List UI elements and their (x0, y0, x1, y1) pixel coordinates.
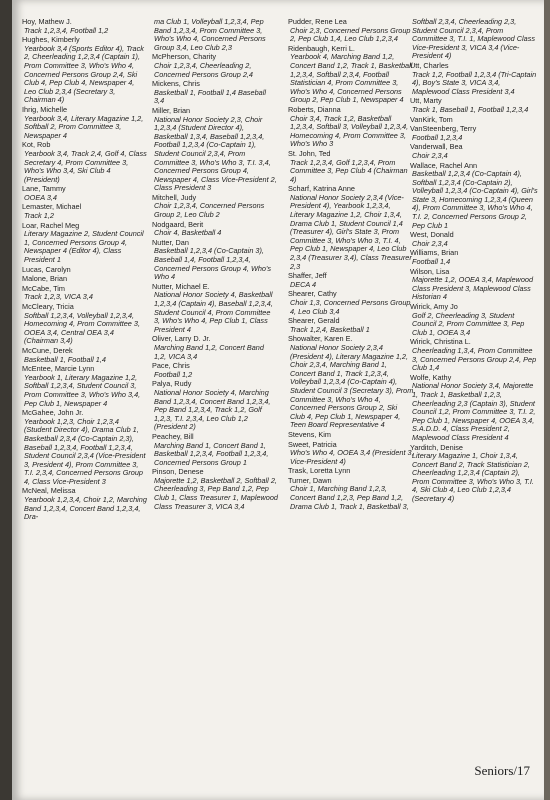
senior-name: McGahee, John Jr. (22, 408, 84, 418)
senior-name: Turner, Dawn (288, 475, 332, 485)
senior-activities: Football 1,2 (154, 369, 193, 379)
senior-name: Pudder, Rene Lea (288, 17, 347, 26)
senior-name: Lemaster, Michael (22, 202, 82, 212)
senior-activities: Choir 1,2,3,4, Concerned Persons Group 2, Leo Club 2 (154, 201, 265, 220)
senior-entry (410, 97, 538, 114)
senior-entry (22, 106, 148, 140)
senior-activities: Yearbook 3,4, Literary Magazine 1,2, Softball 2, Prom Committee 3, Newspaper 4 (24, 113, 144, 140)
senior-entry (22, 266, 148, 275)
senior-activities: National Honor Society 2,3,4 (Vice-President 4), Yearbook 1,2,3,4, Literary Magazine 1,2, Choir 1,3,4, Drama Club 1, Student Council 1,4 (Treasurer 4), Girl's State 3, Prom Committee 3, Who's Who 3, T.I. 4, Pep Club 1, Newspaper 4, Leo Club 2,3,4 (Treasurer 3,4), Class Treasurer 2,3 (290, 192, 412, 271)
senior-name: Hughes, Kimberly (22, 35, 80, 45)
column-3 (288, 18, 414, 512)
senior-entry (152, 433, 278, 467)
senior-activities: Yearbook 4, Marching Band 1,2, Concert Band 1,2, Track 1, Basketball 1,2,3,4, Softball 2,3,4, Football Statistician 4, Prom Committee 3, Who's Who 4, Concerned Persons Group 2, Pep Club 1, Newspaper 4 (290, 52, 413, 105)
senior-entry (288, 477, 414, 511)
senior-entry (410, 249, 538, 266)
senior-name: Hoy, Mathew J. (22, 17, 72, 26)
senior-activities: Track 1,2,3,4, Football 1,2 (24, 25, 109, 35)
senior-entry (288, 290, 414, 316)
senior-name: McNeal, Melissa (22, 486, 76, 496)
senior-activities: DECA 4 (290, 279, 317, 289)
senior-entry (22, 222, 148, 265)
senior-activities: National Honor Society 2,3,4 (President 4), Literary Magazine 1,2, Choir 2,3,4, Marching Band 1, Concert Band 1, Track 1,2,3,4, Volleyball 1,2,3,4 (Co-Captain 4), Student Council 3 (Secretary 3), Prom Committee 3, Who's Who 4, Concerned Persons Group 2, Ski Club 4, Pep Club 1, Newspaper 4, Teen Board Representative 4 (290, 342, 414, 430)
senior-entry (410, 162, 538, 231)
senior-entry (22, 36, 148, 105)
senior-entry (410, 18, 538, 61)
senior-activities: Basketball 1, Football 1,4 (24, 354, 106, 364)
senior-name: Nutter, Dan (152, 237, 189, 247)
senior-name: Loar, Rachel Meg (22, 220, 80, 230)
senior-name: Wirick, Amy Jo (410, 302, 458, 311)
senior-entry (152, 221, 278, 238)
senior-activities: Golf 2, Cheerleading 3, Student Council 2, Prom Committee 3, Pep Club 1, OOEA 3,4 (412, 310, 525, 337)
senior-activities: Yearbook 3,4 (Sports Editor 4), Track 2, Cheerleading 1,2,3,4 (Captain 1), Prom Committee 3, Who's Who 4, Concerned Persons Group 2,4, Ski Club 4, Pep Club 4, Newspaper 4, Leo Club 2,3,4 (Secretary 3, Chairman 4) (24, 43, 144, 105)
senior-entry (152, 80, 278, 106)
senior-activities: Track 1,2,3,4, Golf 1,2,3,4, Prom Committee 3, Pep Club 4 (Chairman 4) (290, 157, 408, 184)
senior-name: Yarditch, Denise (410, 442, 463, 452)
senior-name: West, Donald (410, 230, 454, 240)
senior-name: Pinson, Denese (152, 467, 204, 477)
senior-activities: Majorette 1,2, Basketball 2, Softball 2, Cheerleading 3, Pep Band 1,2, Pep Club 1, Class Treasurer 1, Maplewood Class Treasurer 3, VICA 3,4 (154, 475, 278, 511)
senior-activities: Cheerleading 1,3,4, Prom Committee 3, Concerned Persons Group 2,4, Pep Club 1,4 (412, 345, 537, 373)
senior-entry (152, 194, 278, 220)
senior-name: Nutter, Michael E. (152, 281, 210, 291)
senior-entry (410, 338, 538, 372)
senior-name: Scharf, Katrina Anne (288, 184, 355, 194)
binding-edge (0, 0, 12, 800)
senior-name: McCune, Derek (22, 345, 73, 355)
senior-name: Wallace, Rachel Ann (410, 160, 478, 170)
senior-name: Showalter, Karen E. (288, 334, 353, 344)
senior-entry (410, 231, 538, 248)
page-footer: Seniors/17 (474, 763, 530, 778)
senior-entry (288, 45, 414, 105)
senior-activities: Yearbook 1,2,3,4, Choir 1,2, Marching Band 1,2,3,4, Concert Band 1,2,3,4, Dra- (24, 495, 147, 522)
senior-entry (22, 487, 148, 521)
senior-activities: Basketball 1, Football 1,4 Baseball 3,4 (154, 87, 266, 106)
senior-name: Ihrig, Michelle (22, 104, 68, 114)
senior-name: Utt, Charles (410, 60, 449, 70)
senior-name: Mickens, Chris (152, 79, 200, 89)
senior-activities: Choir 1,3, Concerned Persons Group 4, Leo Club 3,4 (290, 298, 411, 316)
senior-activities: Football 1,2,3,4 (412, 132, 463, 142)
senior-entry (22, 347, 148, 364)
senior-entry (288, 150, 414, 184)
senior-activities: Yearbook 3,4, Track 2,4, Golf 4, Class Secretary 4, Prom Committee 3, Who's Who 3,4, Ski Club 4 (President) (24, 148, 147, 184)
senior-name: Shearer, Cathy (288, 289, 337, 299)
senior-entry (288, 441, 414, 467)
senior-name: Shaffer, Jeff (288, 271, 327, 281)
senior-entry (152, 18, 278, 52)
column-1 (22, 18, 148, 523)
senior-entry (152, 283, 278, 335)
senior-activities: Softball 2,3,4, Cheerleading 2,3, Student Council 2,3,4, Prom Committee 3, T.I. 1, Maplewood Class Vice-President 3, VICA 3,4 (Vice-President 4) (412, 17, 536, 61)
senior-entry (22, 285, 148, 302)
senior-name: Lucas, Carolyn (22, 264, 71, 274)
column-4 (410, 18, 538, 505)
senior-activities: Marching Band 1, Concert Band 1, Basketball 1,2,3,4, Football 1,2,3,4, Concerned Persons Group 1 (154, 440, 269, 467)
senior-entry (22, 203, 148, 220)
senior-entry (22, 141, 148, 184)
page-edge-right (544, 0, 550, 800)
senior-name: St. John, Ted (288, 148, 331, 158)
senior-activities: ma Club 1, Volleyball 1,2,3,4, Pep Band 1,2,3,4, Prom Committee 3, Who's Who 4, Concerned Persons Group 3,4, Leo Club 2,3 (154, 17, 266, 52)
senior-activities: OOEA 3,4 (24, 192, 57, 202)
senior-entry (22, 409, 148, 486)
senior-name: Oliver, Larry D. Jr. (152, 334, 211, 344)
senior-activities: Track 1,2, Football 1,2,3,4 (Tri-Captain 4), Boy's State 3, VICA 3,4, Maplewood Class President 3,4 (412, 69, 537, 96)
senior-activities: Softball 1,2,3,4, Volleyball 1,2,3,4, Homecoming 4, Prom Committee 3, OOEA 3,4, Central OEA 3,4 (Chairman 3,4) (24, 310, 140, 346)
senior-activities: Yearbook 1,2,3, Choir 1,2,3,4 (Student Director 4), Drama Club 1, Basketball 2,3,4 (Co-Captain 2,3), Baseball 1,2,3,4, Football 1,2,3,4, Student Council 2,3,4 (Vice-President 3, President 4), Prom Committee 3, T.I. 2,3,4, Concerned Persons Group 4, Class Vice-President 3 (24, 416, 146, 486)
senior-entry (288, 431, 414, 440)
senior-activities: Literary Magazine 1, Choir 1,3,4, Concert Band 2, Track Statistician 2, Cheerleading 1,2,3,4 (Captain 2), Prom Committee 3, Who's Who 3, T.I. 4, Ski Club 4, Leo Club 1,2,3,4 (Secretary 4) (412, 451, 534, 504)
senior-name: McCabe, Tim (22, 283, 65, 293)
senior-entry (22, 365, 148, 408)
senior-name: VanKirk, Tom (410, 114, 453, 124)
senior-entry (22, 18, 148, 35)
page (12, 0, 544, 800)
senior-name: Trask, Loretta Lynn (288, 466, 351, 476)
senior-name: Sweet, Patricia (288, 439, 337, 449)
senior-name: Roberts, Dianna (288, 104, 341, 114)
senior-entry (152, 468, 278, 511)
senior-activities: Football 1,4 (412, 257, 451, 267)
senior-name: Wolfe, Kathy (410, 372, 452, 382)
senior-activities: Track 1, Baseball 1, Football 1,2,3,4 (412, 104, 529, 114)
senior-name: Kot, Rob (22, 140, 51, 150)
senior-name: Malone, Brian (22, 274, 68, 284)
column-2 (152, 18, 278, 512)
senior-activities: Choir 2,3,4 (412, 150, 448, 160)
senior-name: McCleary, Tricia (22, 302, 74, 311)
senior-entry (152, 107, 278, 193)
senior-entry (288, 106, 414, 149)
senior-entry (410, 143, 538, 160)
senior-activities: Yearbook 1, Literary Magazine 1,2, Softball 1,2,3,4, Student Council 3, Prom Committee 3, Who's Who 3,4, Pep Club 1, Newspaper 4 (24, 372, 141, 408)
senior-activities: Choir 3,4, Track 1,2, Basketball 1,2,3,4, Softball 3, Volleyball 1,2,3,4, Homecoming 4, Prom Committee 3, Who's Who 3 (290, 113, 409, 149)
senior-activities: Majorette 1,2, OOEA 3,4, Maplewood Class President 3, Maplewood Class Historian 4 (412, 275, 534, 302)
senior-entry (410, 62, 538, 96)
senior-entry (22, 185, 148, 202)
senior-activities: Choir 2,3,4 (412, 238, 448, 248)
senior-name: Wirick, Christina L. (410, 337, 471, 347)
senior-entry (410, 374, 538, 443)
senior-name: Ridenbaugh, Kerri L. (288, 43, 355, 53)
senior-name: McPherson, Charity (152, 52, 217, 62)
senior-activities: Choir 1, Marching Band 1,2,3, Concert Band 1,2,3, Pep Band 1,2, Drama Club 1, Track 1, Basketball 3, (290, 484, 409, 511)
senior-activities: Basketball 1,2,3,4 (Co-Captain 3), Baseball 1,4, Football 1,2,3,4, Concerned Persons Group 4, Who's Who 4 (154, 246, 271, 282)
senior-name: Mitchell, Judy (152, 192, 197, 202)
senior-activities: National Honor Society 2,3, Choir 1,2,3,4 (Student Director 4), Basketball 1,3,4, Baseball 1,2,3,4, Football 1,2,3,4 (Co-Captain 1), Student Council 2,3,4, Prom Committee 3, Who's Who 3, T.I. 3,4, Concerned Persons Group 4, Newspaper 4, Class Vice-President 2, Class President 3 (154, 114, 277, 193)
senior-activities: Choir 4, Basketball 4 (154, 228, 222, 238)
senior-entry (410, 268, 538, 302)
senior-activities: Basketball 1,2,3,4 (Co-Captain 4), Softball 1,2,3,4 (Co-Captain 2), Volleyball 1,2,3,4 (Co-Captain 4), Girl's State 3, Homecoming 1,2,3,4 (Queen 4), Prom Committee 3, Who's Who 4, T.I. 2, Concerned Persons Group 2, Pep Club 1 (412, 169, 538, 230)
senior-name: VanSteenberg, Terry (410, 124, 477, 134)
senior-activities: National Honor Society 4, Marching Band 1,2,3,4, Concert Band 1,2,3,4, Pep Band 1,2,3,4, Track 1,2, Golf 1,2,3, T.I. 2,3,4, Leo Club 1,2 (President 2) (154, 387, 271, 432)
senior-activities: National Honor Society 3,4, Majorette 1, Track 1, Basketball 1,2,3, Cheerleading 2,3 (Captain 3), Student Council 1,2, Prom Committee 3, T.I. 2, Pep Club 1, Newspaper 4, OOEA 3,4, S.A.D.D. 4, Class President 2, Maplewood Class President 4 (412, 381, 536, 442)
senior-activities: Marching Band 1,2, Concert Band 1,2, VICA 3,4 (154, 342, 264, 361)
senior-entry (410, 444, 538, 504)
senior-entry (288, 317, 414, 334)
senior-name: Pace, Chris (152, 361, 190, 371)
senior-name: Utt, Marty (410, 96, 442, 106)
senior-activities: Choir 2,3, Concerned Persons Group 2, Pep Club 1,4, Leo Club 1,2,3,4 (290, 25, 411, 44)
senior-name: Wilson, Lisa (410, 266, 450, 276)
senior-name: Vanderwall, Bea (410, 142, 463, 152)
senior-name: McEntee, Marcie Lynn (22, 364, 95, 374)
senior-entry (152, 362, 278, 379)
senior-activities: Choir 1,2,3,4, Cheerleading 2, Concerned Persons Group 2,4 (154, 60, 253, 79)
senior-activities: Literary Magazine 2, Student Council 1, Concerned Persons Group 4, Newspaper 4 (Editor 4), Class President 1 (24, 229, 144, 265)
senior-entry (288, 272, 414, 289)
senior-name: Stevens, Kim (288, 429, 331, 439)
senior-entry (410, 125, 538, 142)
senior-entry (152, 53, 278, 79)
senior-entry (152, 239, 278, 282)
senior-name: Williams, Brian (410, 248, 459, 258)
senior-entry (410, 303, 538, 337)
senior-activities: Track 1,2,4, Basketball 1 (290, 324, 370, 334)
senior-entry (152, 335, 278, 361)
senior-entry (22, 275, 148, 284)
senior-entry (410, 116, 538, 125)
senior-activities: Track 1,2 (24, 211, 54, 221)
senior-entry (22, 303, 148, 346)
senior-name: Nodgaard, Berit (152, 219, 204, 229)
senior-name: Miller, Brian (152, 105, 191, 115)
senior-activities: Track 1,2,3, VICA 3,4 (24, 292, 93, 302)
senior-entry (152, 380, 278, 432)
senior-entry (288, 335, 414, 430)
senior-name: Shearer, Gerald (288, 316, 340, 326)
senior-activities: National Honor Society 4, Basketball 1,2,3,4 (Captain 4), Baseball 1,2,3,4, Student Council 4, Prom Committee 3, Who's Who 4, Pep Club 1, Class President 4 (154, 290, 273, 334)
senior-name: Lane, Tammy (22, 184, 66, 194)
senior-name: Palya, Rudy (152, 379, 192, 389)
senior-name: Peachey, Bill (152, 431, 194, 441)
senior-activities: Who's Who 4, OOEA 3,4 (President 3, Vice-President 4) (290, 448, 414, 466)
senior-entry (288, 467, 414, 476)
senior-entry (288, 185, 414, 271)
senior-entry (288, 18, 414, 44)
